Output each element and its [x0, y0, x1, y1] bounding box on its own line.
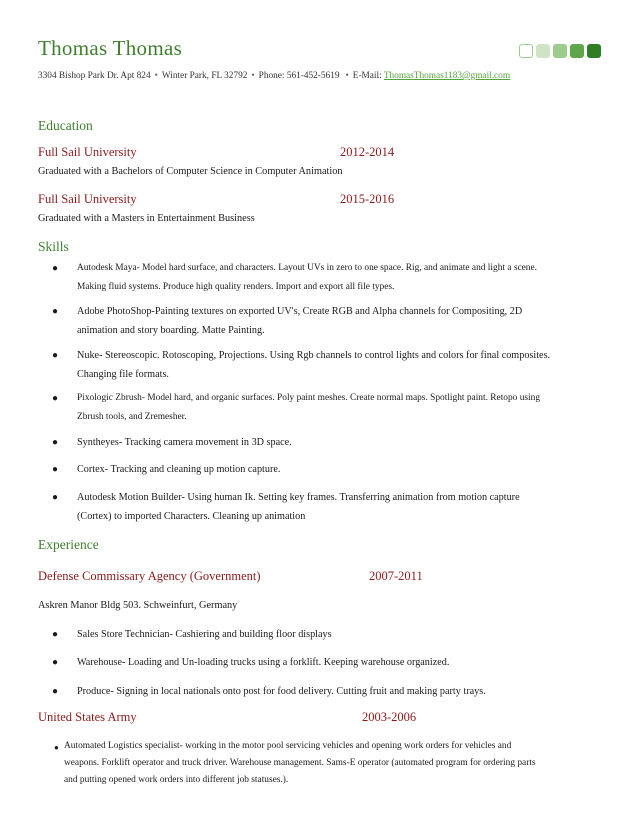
job-1-location: Askren Manor Bldg 503. Schweinfurt, Germany	[38, 600, 238, 611]
square-5	[587, 44, 601, 58]
bullet-dot: ●	[52, 464, 59, 475]
skill-line: Autodesk Maya- Model hard surface, and characters. Layout UVs in zero to one space. Rig, and animate and light a scene.	[77, 263, 537, 273]
edu-1-org: Full Sail University	[38, 145, 137, 159]
job-item	[52, 653, 597, 672]
skill-line: Cortex- Tracking and cleaning up motion capture.	[77, 464, 281, 475]
experience-heading: Experience	[38, 537, 99, 552]
skill-line: Changing file formats.	[77, 369, 169, 380]
bullet-dot: ●	[52, 437, 59, 448]
skill-line: Adobe PhotoShop-Painting textures on exported UV's, Create RGB and Alpha channels for Compositing, 2D	[77, 306, 523, 317]
bullet-dot: ●	[52, 629, 59, 640]
phone: Phone: 561-452-5619	[258, 71, 340, 81]
edu-2-org: Full Sail University	[38, 192, 137, 206]
square-2	[536, 44, 550, 58]
skill-line: (Cortex) to imported Characters. Cleaning up animation	[77, 511, 306, 522]
skill-item	[52, 302, 597, 340]
skill-item	[52, 346, 597, 384]
job-item	[54, 738, 609, 789]
square-3	[553, 44, 567, 58]
email-link[interactable]: ThomasThomas1183@gmail.com	[383, 71, 511, 81]
skill-line: Syntheyes- Tracking camera movement in 3D space.	[77, 437, 292, 448]
job-line: and putting opened work orders into different job statuses.).	[64, 775, 289, 785]
bullet-dot: ●	[52, 492, 59, 503]
email-label: E-Mail:	[352, 71, 382, 81]
skill-item	[52, 460, 597, 479]
skill-line: Nuke- Stereoscopic. Rotoscoping, Projections. Using Rgb channels to control lights and colors for final composites.	[77, 350, 551, 361]
skill-line: Pixologic Zbrush- Model hard, and organic surfaces. Poly paint meshes. Create normal maps. Spotlight paint. Retopo using	[77, 393, 541, 403]
bullet-dot: ●	[52, 263, 59, 274]
edu-1-desc: Graduated with a Bachelors of Computer Science in Computer Animation	[38, 166, 343, 177]
job-line: weapons. Forklift operator and truck driver. Warehouse management. Sams-E operator (automated program for ordering parts	[64, 758, 536, 768]
edu-1-dates: 2012-2014	[340, 145, 395, 159]
job-1-org: Defense Commissary Agency (Government)	[38, 569, 261, 583]
square-1	[519, 44, 533, 58]
skill-line: Zbrush tools, and Zremesher.	[77, 412, 187, 422]
skill-line: Making fluid systems. Produce high quality renders. Import and export all file types.	[77, 282, 395, 292]
square-4	[570, 44, 584, 58]
bullet-dot: ●	[52, 306, 59, 317]
job-1-dates: 2007-2011	[369, 569, 423, 583]
edu-2-desc: Graduated with a Masters in Entertainment Business	[38, 213, 255, 224]
job-line: Sales Store Technician- Cashiering and building floor displays	[77, 629, 332, 640]
skills-heading: Skills	[38, 239, 69, 254]
job-2-dates: 2003-2006	[362, 710, 417, 724]
skill-line: animation and story boarding. Matte Painting.	[77, 325, 265, 336]
job-item	[52, 625, 597, 644]
skill-item	[52, 433, 597, 452]
bullet-dot: ●	[52, 686, 59, 697]
separator-bullet: •	[345, 71, 349, 81]
job-item	[52, 682, 597, 701]
bullet-dot: ●	[52, 350, 59, 361]
skill-item	[52, 488, 597, 526]
resume-name: Thomas Thomas	[38, 36, 183, 60]
bullet-dot: ●	[52, 393, 59, 404]
job-2-org: United States Army	[38, 710, 137, 724]
education-heading: Education	[38, 118, 93, 133]
job-line: Warehouse- Loading and Un-loading trucks using a forklift. Keeping warehouse organized.	[77, 657, 450, 668]
contact-line	[38, 71, 510, 81]
bullet-dot: ●	[54, 743, 59, 752]
decorative-squares	[519, 44, 601, 58]
city: Winter Park, FL 32792	[161, 71, 248, 81]
job-line: Automated Logistics specialist- working in the motor pool servicing vehicles and opening work orders for vehicles and	[64, 741, 512, 751]
separator-bullet: •	[154, 71, 158, 81]
skill-line: Autodesk Motion Builder- Using human Ik. Setting key frames. Transferring animation from motion capture	[77, 492, 520, 503]
job-line: Produce- Signing in local nationals onto post for food delivery. Cutting fruit and making party trays.	[77, 686, 486, 697]
separator-bullet: •	[251, 71, 255, 81]
edu-2-dates: 2015-2016	[340, 192, 395, 206]
address: 3304 Bishop Park Dr. Apt 824	[38, 71, 151, 81]
skill-item	[52, 389, 597, 427]
bullet-dot: ●	[52, 657, 59, 668]
skill-item	[52, 259, 597, 297]
